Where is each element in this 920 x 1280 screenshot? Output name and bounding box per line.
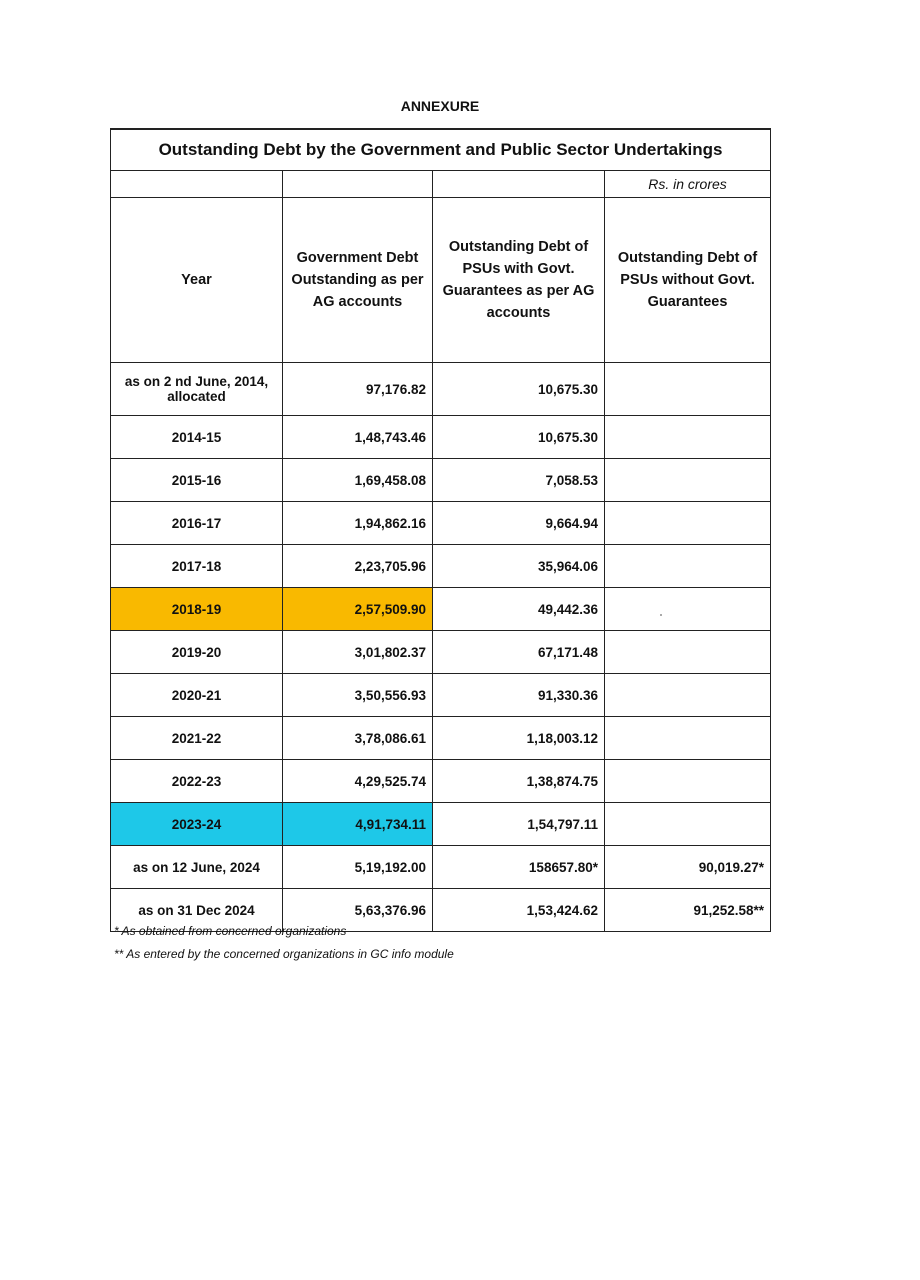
table-row: [111, 803, 771, 846]
psu-without-guarantee-cell: [605, 363, 771, 416]
unit-row: [111, 171, 771, 198]
table-row: [111, 674, 771, 717]
govt-debt-cell: 3,50,556.93: [283, 674, 433, 717]
govt-debt-cell: 2,23,705.96: [283, 545, 433, 588]
psu-with-guarantee-cell: 1,54,797.11: [433, 803, 605, 846]
govt-debt-cell: 5,19,192.00: [283, 846, 433, 889]
table-row: [111, 459, 771, 502]
unit-label: Rs. in crores: [605, 171, 771, 198]
psu-with-guarantee-cell: 158657.80*: [433, 846, 605, 889]
year-cell: 2021-22: [111, 717, 283, 760]
year-cell: 2015-16: [111, 459, 283, 502]
psu-without-guarantee-cell: [605, 459, 771, 502]
psu-without-guarantee-cell: [605, 631, 771, 674]
year-cell: 2023-24: [111, 803, 283, 846]
year-cell: as on 12 June, 2024: [111, 846, 283, 889]
table-row: [111, 631, 771, 674]
year-cell: 2016-17: [111, 502, 283, 545]
psu-with-guarantee-cell: 67,171.48: [433, 631, 605, 674]
psu-with-guarantee-cell: 35,964.06: [433, 545, 605, 588]
table-row: [111, 846, 771, 889]
table-row: [111, 416, 771, 459]
govt-debt-cell: 2,57,509.90: [283, 588, 433, 631]
psu-without-guarantee-cell: [605, 416, 771, 459]
psu-without-guarantee-cell: [605, 588, 771, 631]
govt-debt-cell: 3,78,086.61: [283, 717, 433, 760]
year-cell: 2017-18: [111, 545, 283, 588]
empty-cell: [111, 171, 283, 198]
header-govt-debt: Government Debt Outstanding as per AG accounts: [283, 198, 433, 363]
header-year: Year: [111, 198, 283, 363]
psu-without-guarantee-cell: [605, 717, 771, 760]
table-row: [111, 502, 771, 545]
psu-with-guarantee-cell: 49,442.36: [433, 588, 605, 631]
table-row: [111, 588, 771, 631]
footnote-1: * As obtained from concerned organizations: [114, 924, 347, 938]
table-row: [111, 545, 771, 588]
year-cell: 2022-23: [111, 760, 283, 803]
empty-cell: [433, 171, 605, 198]
psu-without-guarantee-cell: 90,019.27*: [605, 846, 771, 889]
table-body: [111, 363, 771, 932]
year-cell: 2020-21: [111, 674, 283, 717]
year-cell: 2019-20: [111, 631, 283, 674]
govt-debt-cell: 3,01,802.37: [283, 631, 433, 674]
psu-with-guarantee-cell: 7,058.53: [433, 459, 605, 502]
scan-speck: [660, 614, 662, 616]
psu-with-guarantee-cell: 91,330.36: [433, 674, 605, 717]
psu-with-guarantee-cell: 1,53,424.62: [433, 889, 605, 932]
psu-with-guarantee-cell: 1,38,874.75: [433, 760, 605, 803]
govt-debt-cell: 5,63,376.96: [283, 889, 433, 932]
psu-with-guarantee-cell: 1,18,003.12: [433, 717, 605, 760]
header-psu-without-guarantee: Outstanding Debt of PSUs without Govt. Guarantees: [605, 198, 771, 363]
govt-debt-cell: 4,91,734.11: [283, 803, 433, 846]
psu-with-guarantee-cell: 9,664.94: [433, 502, 605, 545]
header-psu-with-guarantee: Outstanding Debt of PSUs with Govt. Guarantees as per AG accounts: [433, 198, 605, 363]
govt-debt-cell: 1,94,862.16: [283, 502, 433, 545]
psu-without-guarantee-cell: 91,252.58**: [605, 889, 771, 932]
psu-without-guarantee-cell: [605, 545, 771, 588]
psu-without-guarantee-cell: [605, 803, 771, 846]
table-row: [111, 363, 771, 416]
govt-debt-cell: 1,48,743.46: [283, 416, 433, 459]
year-cell: as on 2 nd June, 2014, allocated: [111, 363, 283, 416]
year-cell: 2014-15: [111, 416, 283, 459]
table-row: [111, 760, 771, 803]
footnote-2: ** As entered by the concerned organizations in GC info module: [114, 947, 454, 961]
govt-debt-cell: 1,69,458.08: [283, 459, 433, 502]
psu-without-guarantee-cell: [605, 502, 771, 545]
table-title: Outstanding Debt by the Government and Public Sector Undertakings: [111, 129, 771, 171]
annexure-label: ANNEXURE: [400, 98, 480, 114]
year-cell: as on 31 Dec 2024: [111, 889, 283, 932]
header-row: [111, 198, 771, 363]
psu-with-guarantee-cell: 10,675.30: [433, 363, 605, 416]
govt-debt-cell: 4,29,525.74: [283, 760, 433, 803]
title-row: [111, 129, 771, 171]
psu-without-guarantee-cell: [605, 760, 771, 803]
table-row: [111, 717, 771, 760]
empty-cell: [283, 171, 433, 198]
govt-debt-cell: 97,176.82: [283, 363, 433, 416]
year-cell: 2018-19: [111, 588, 283, 631]
debt-table: [110, 128, 771, 932]
psu-with-guarantee-cell: 10,675.30: [433, 416, 605, 459]
psu-without-guarantee-cell: [605, 674, 771, 717]
